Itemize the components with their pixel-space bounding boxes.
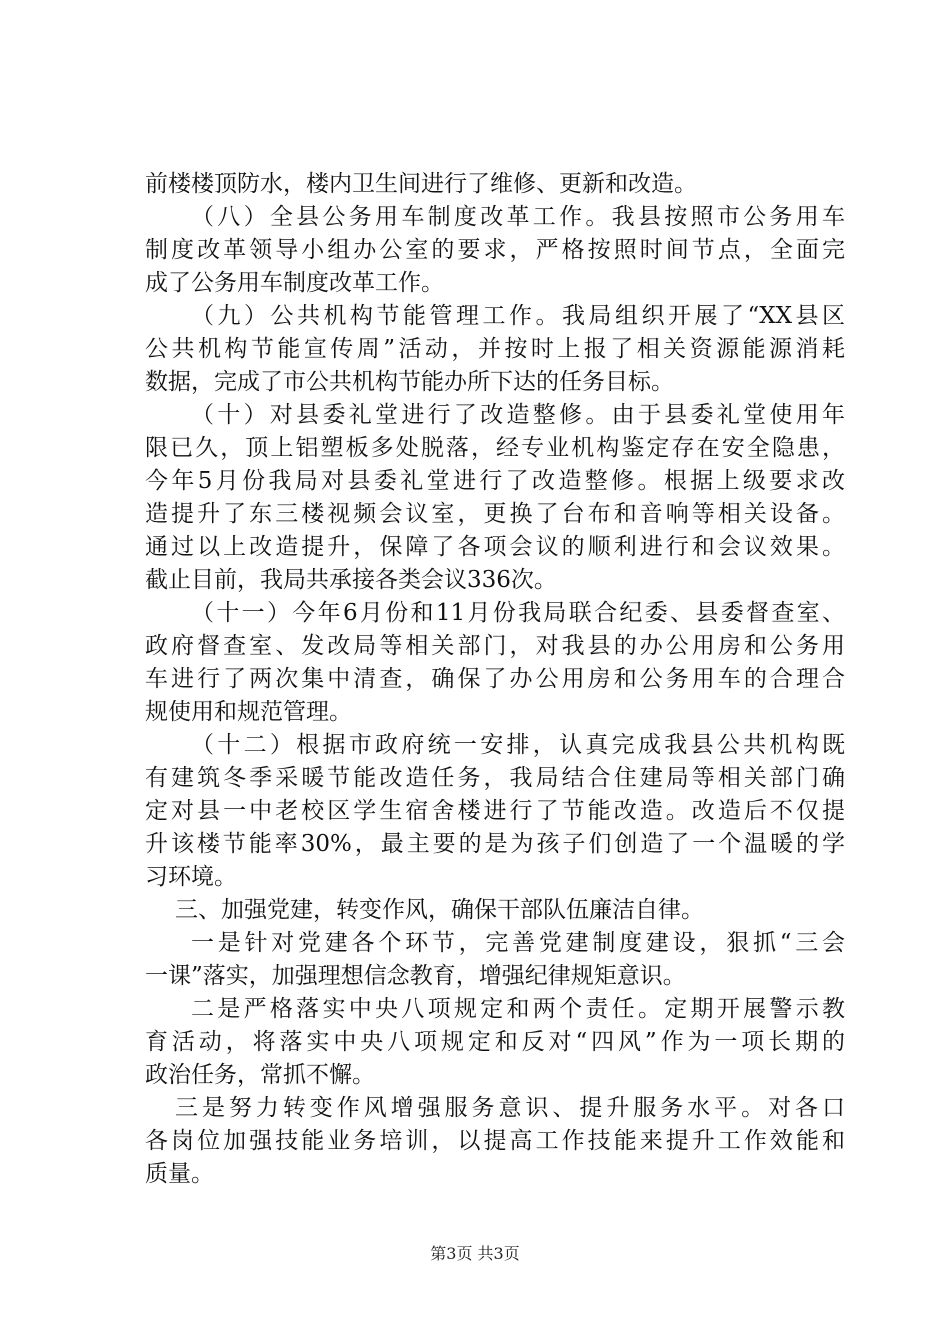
text-line: 升该楼节能率30%，最主要的是为孩子们创造了一个温暖的学 <box>145 831 845 857</box>
text-line: 制度改革领导小组办公室的要求，严格按照时间节点，全面完 <box>145 237 845 263</box>
text-line: （八）全县公务用车制度改革工作。我县按照市公务用车 <box>191 204 845 230</box>
text-line: 通过以上改造提升，保障了各项会议的顺利进行和会议效果。 <box>145 534 845 560</box>
section-heading: 三、加强党建，转变作风，确保干部队伍廉洁自律。 <box>175 897 704 923</box>
text-line: 习环境。 <box>145 864 237 890</box>
text-line: 政治任务，常抓不懈。 <box>145 1062 375 1088</box>
text-line: 政府督查室、发改局等相关部门，对我县的办公用房和公务用 <box>145 633 845 659</box>
text-line: （十二）根据市政府统一安排，认真完成我县公共机构既 <box>191 732 845 758</box>
text-line: 今年5月份我局对县委礼堂进行了改造整修。根据上级要求改 <box>145 468 845 494</box>
text-line: 二是严格落实中央八项规定和两个责任。定期开展警示教 <box>191 996 845 1022</box>
text-line: 有建筑冬季采暖节能改造任务，我局结合住建局等相关部门确 <box>145 765 845 791</box>
text-line: 限已久，顶上铝塑板多处脱落，经专业机构鉴定存在安全隐患， <box>145 435 845 461</box>
text-line: （十）对县委礼堂进行了改造整修。由于县委礼堂使用年 <box>191 402 845 428</box>
text-line: 质量。 <box>145 1161 214 1187</box>
text-line: 三是努力转变作风增强服务意识、提升服务水平。对各口 <box>175 1095 845 1121</box>
text-line: 公共机构节能宣传周”活动，并按时上报了相关资源能源消耗 <box>145 336 845 362</box>
text-line: 各岗位加强技能业务培训，以提高工作技能来提升工作效能和 <box>145 1128 845 1154</box>
text-line: 育活动，将落实中央八项规定和反对“四风”作为一项长期的 <box>145 1029 845 1055</box>
text-line: 定对县一中老校区学生宿舍楼进行了节能改造。改造后不仅提 <box>145 798 845 824</box>
text-line: （九）公共机构节能管理工作。我局组织开展了“XX县区 <box>191 303 845 329</box>
text-line: 规使用和规范管理。 <box>145 699 352 725</box>
text-line: 截止目前，我局共承接各类会议336次。 <box>145 567 557 593</box>
page-number-footer: 第3页 共3页 <box>430 1244 520 1263</box>
text-line: 一是针对党建各个环节，完善党建制度建设，狠抓“三会 <box>191 930 845 956</box>
text-line: 数据，完成了市公共机构节能办所下达的任务目标。 <box>145 369 674 395</box>
text-line: 车进行了两次集中清查，确保了办公用房和公务用车的合理合 <box>145 666 845 692</box>
text-line: 一课”落实，加强理想信念教育，增强纪律规矩意识。 <box>145 963 686 989</box>
text-line: 前楼楼顶防水，楼内卫生间进行了维修、更新和改造。 <box>145 171 697 197</box>
document-body <box>145 168 845 1191</box>
text-line: （十一）今年6月份和11月份我局联合纪委、县委督查室、 <box>191 600 845 626</box>
text-line: 成了公务用车制度改革工作。 <box>145 270 444 296</box>
text-line: 造提升了东三楼视频会议室，更换了台布和音响等相关设备。 <box>145 501 845 527</box>
